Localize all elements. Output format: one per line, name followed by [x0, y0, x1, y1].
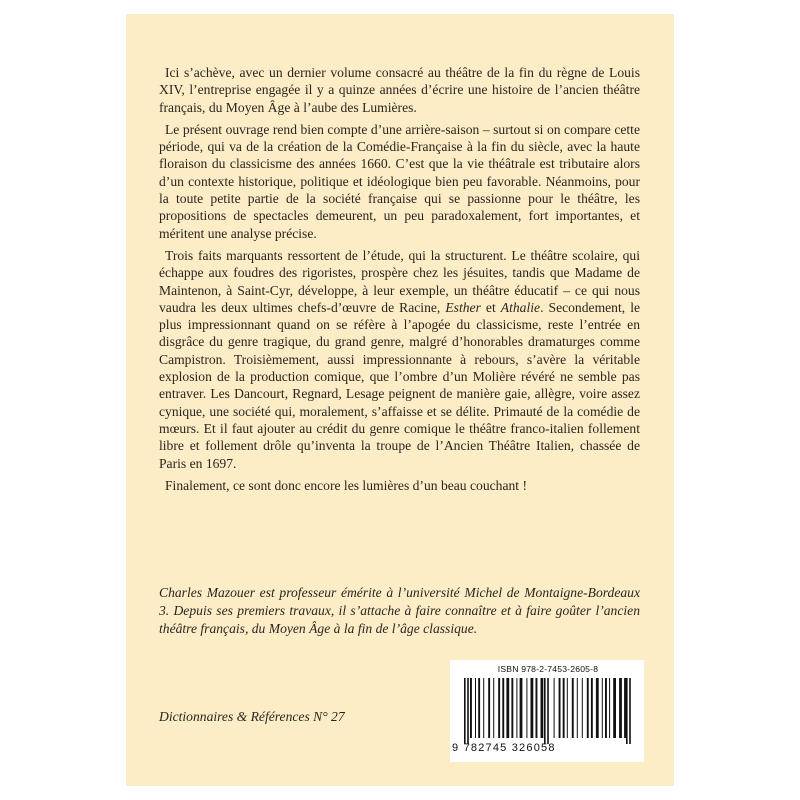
closing-line: Finalement, ce sont donc encore les lumières d’un beau couchant !	[165, 477, 527, 493]
paragraph-3-conjunction: et	[480, 299, 501, 315]
paragraph-3-part-1: Trois faits marquants ressortent de l’étude, qui la structurent. Le théâtre scolaire, qui échappe aux foudres des rigoristes, prospère chez les jésuites, tandis que Madame de Maintenon, à Saint-Cyr, développe, à leur exemple, un théâtre éducatif – ce qui nous vaudra les deux ultimes chefs-d’œuvre de Racine,	[159, 247, 640, 315]
title-esther: Esther	[445, 299, 481, 315]
paragraph-3-part-2: . Secondement, le plus impressionnant quand on se réfère à l’apogée du classicisme, reste l’entrée en disgrâce du genre tragique, du grand genre, malgré d’honorables dramaturges comme Campistron. Troisièmement, aussi impressionnante à rebours, s’avère la véritable explosion de la production comique, que l’ombre d’un Molière révéré ne semble pas entraver. Les Dancourt, Regnard, Lesage peignent de manière gaie, allègre, voire assez cynique, une société qui, moralement, s’affaisse et se délite. Primauté de la comédie de mœurs. Et il faut ajouter au crédit du genre comique le théâtre franco-italien follement libre et follement drôle qu’inventa la troupe de l’Ancien Théâtre Italien, chassée de Paris en 1697.	[159, 299, 641, 471]
paragraph-2: Le présent ouvrage rend bien compte d’une arrière-saison – surtout si on compare cette période, qui va de la création de la Comédie-Française à la fin du siècle, avec la haute floraison du classicisme des années 1660. C’est que la vie théâtrale est tributaire alors d’un contexte historique, politique et idéologique bien peu favorable. Néanmoins, pour la toute petite partie de la société française qui se passionne pour le théâtre, les propositions de spectacles demeurent, un peu paradoxalement, fort importantes, et méritent une analyse précise.	[159, 121, 640, 241]
barcode-icon	[460, 678, 636, 744]
paragraph-1: Ici s’achève, avec un dernier volume consacré au théâtre de la fin du règne de Louis XIV, l’entreprise engagée il y a quinze années d’écrire une histoire de l’ancien théâtre français, du Moyen Âge à l’aube des Lumières.	[159, 65, 640, 115]
blurb	[159, 64, 640, 499]
paragraph-3	[159, 247, 640, 472]
isbn-block	[450, 660, 644, 762]
isbn-label: ISBN 978-2-7453-2605-8	[497, 664, 599, 674]
title-athalie: Athalie	[500, 299, 541, 315]
author-bio: Charles Mazouer est professeur émérite à l’université Michel de Montaigne-Bordeaux 3. Depuis ses premiers travaux, il s’attache à faire connaître et à faire goûter l’ancien théâtre français, du Moyen Âge à la fin de l’âge classique.	[159, 585, 640, 636]
series-label: Dictionnaires & Références N° 27	[159, 709, 345, 724]
isbn-digits: 9 782745 326058	[452, 742, 556, 754]
back-cover	[126, 14, 674, 786]
